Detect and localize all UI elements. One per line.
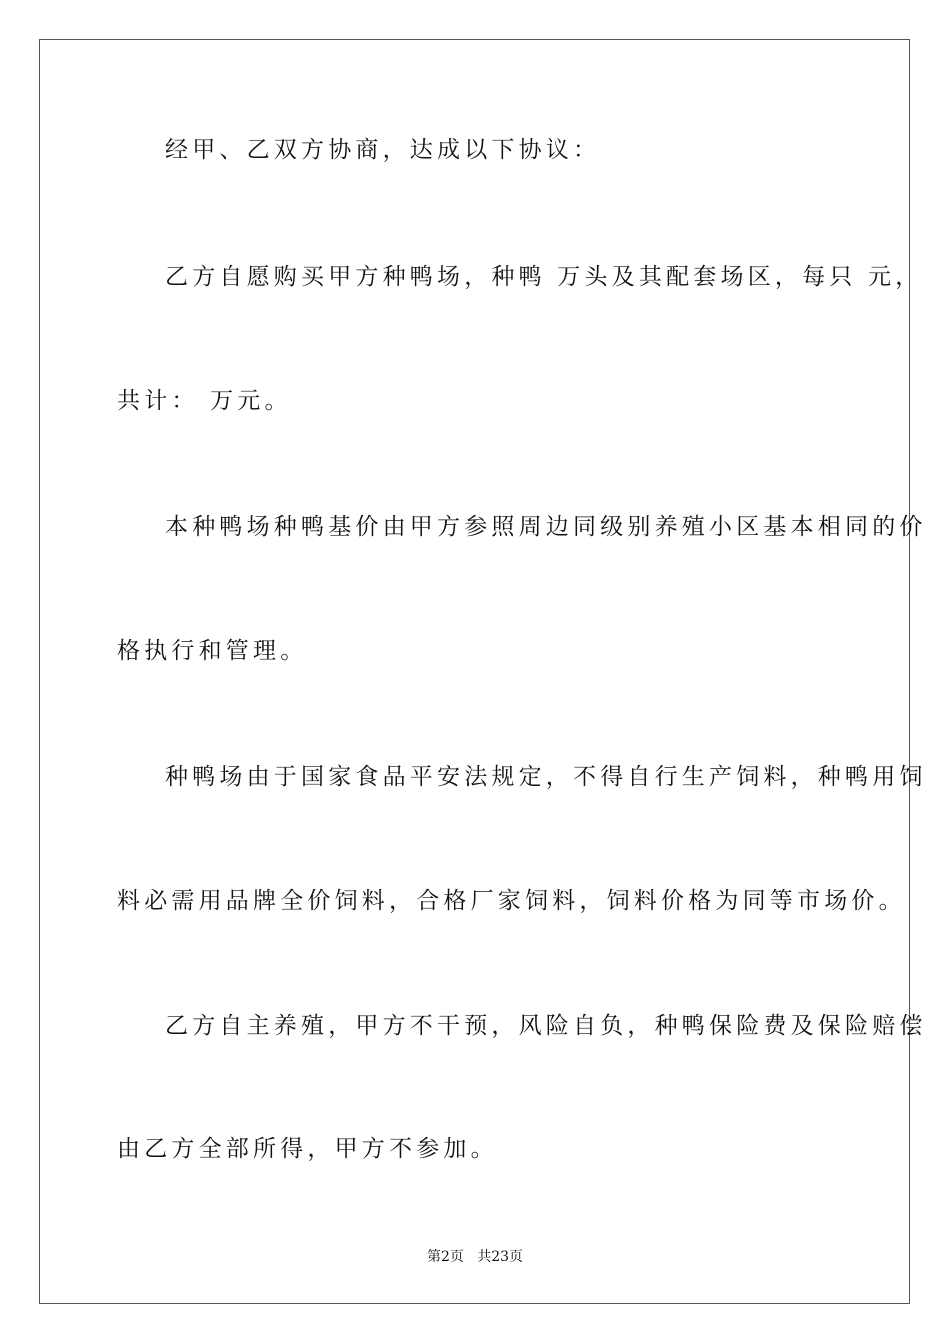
paragraph-risk-line-1: 乙方自主养殖，甲方不干预，风险自负，种鸭保险费及保险赔偿 [165, 1013, 927, 1039]
paragraph-base-price-line-2: 格执行和管理。 [117, 638, 308, 664]
paragraph-purchase-line-1: 乙方自愿购买甲方种鸭场，种鸭 万头及其配套场区，每只 元， [165, 264, 923, 290]
paragraph-feed-line-1: 种鸭场由于国家食品平安法规定，不得自行生产饲料，种鸭用饲 [165, 764, 927, 790]
page-border [39, 39, 910, 1304]
page-footer: 第2页 共23页 [426, 1249, 524, 1265]
paragraph-base-price-line-1: 本种鸭场种鸭基价由甲方参照周边同级别养殖小区基本相同的价 [165, 514, 927, 540]
paragraph-risk-line-2: 由乙方全部所得，甲方不参加。 [117, 1136, 498, 1162]
paragraph-purchase-line-2: 共计： 万元。 [117, 388, 292, 414]
paragraph-agreement-intro: 经甲、乙双方协商，达成以下协议： [165, 137, 601, 163]
paragraph-feed-line-2: 料必需用品牌全价饲料，合格厂家饲料，饲料价格为同等市场价。 [117, 888, 906, 914]
